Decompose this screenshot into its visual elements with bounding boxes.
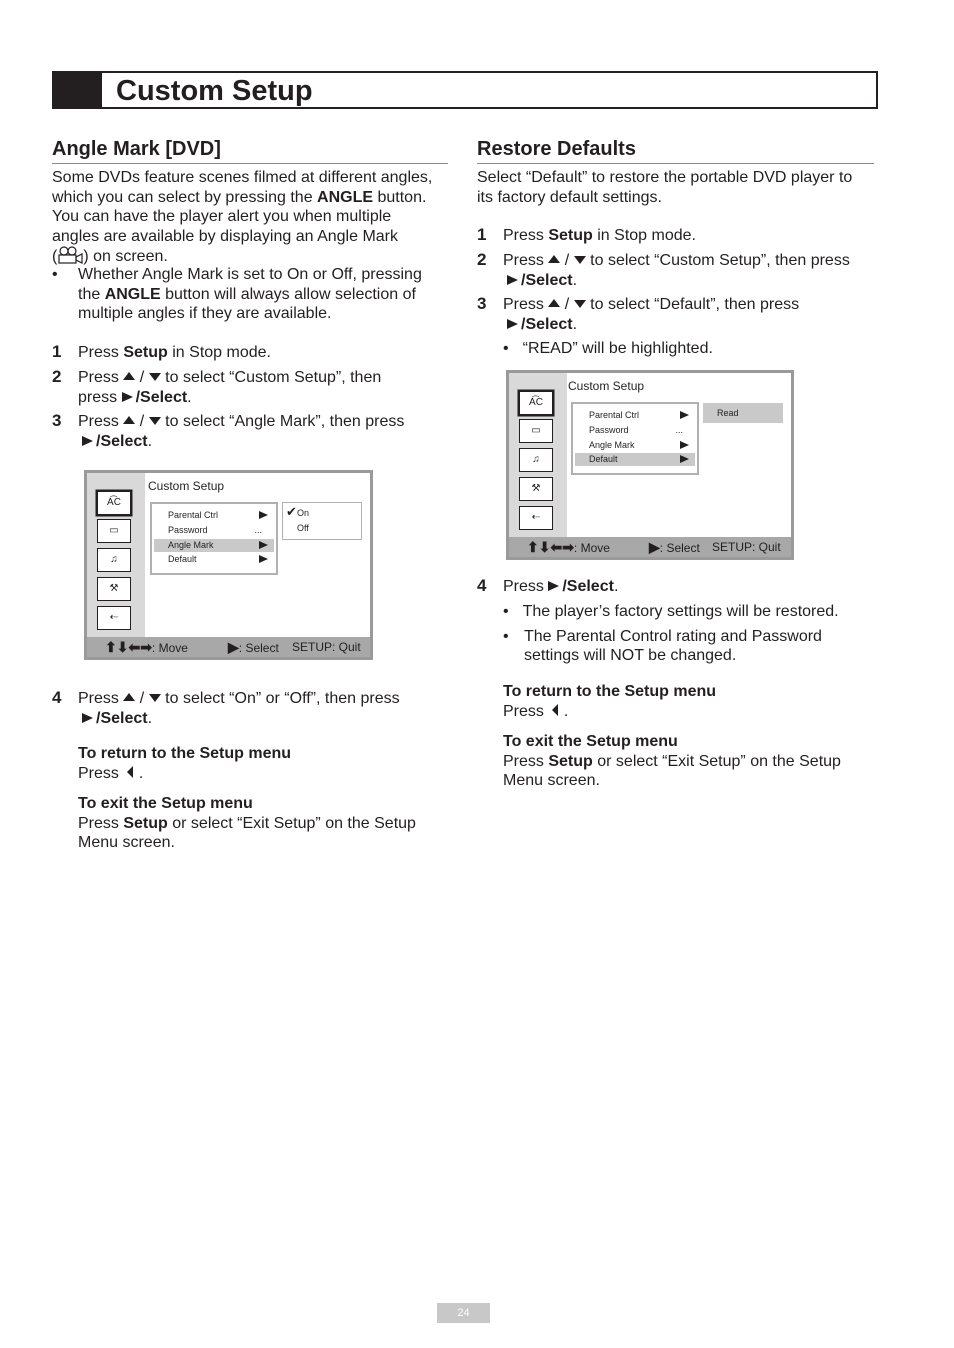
- step-3-bullet: • “READ” will be highlighted.: [503, 340, 713, 357]
- exit-icon: ⇠: [97, 606, 131, 630]
- submenu-arrow-icon: [680, 411, 689, 419]
- audio-icon: ♫: [519, 448, 553, 472]
- step-4-bullets: • The player’s factory settings will be restored. • The Parental Control rating and Password settings will NOT be changed.: [503, 603, 839, 664]
- screen-sidebar: [509, 373, 567, 537]
- return-setup-menu-note: To return to the Setup menu Press .: [503, 683, 717, 720]
- step-2-text: Press / to select “Custom Setup”, then press /Select.: [78, 369, 382, 406]
- down-arrow-icon: [149, 694, 161, 702]
- menu-item-parental-ctrl[interactable]: Parental Ctrl: [575, 409, 695, 422]
- menu-item-password[interactable]: Password ...: [168, 525, 262, 535]
- audio-icon: ♫: [97, 548, 131, 572]
- intro-line: which you can select by pressing the ANGLE button.: [52, 188, 427, 206]
- custom-setup-icon: ⚒: [97, 577, 131, 601]
- step-number: 2: [477, 250, 487, 269]
- bullet-dot: •: [52, 266, 58, 283]
- step-1-text: Press Setup in Stop mode.: [503, 227, 696, 244]
- intro-line: ( ) on screen.: [52, 248, 168, 265]
- custom-setup-icon: ⚒: [519, 477, 553, 501]
- option-on[interactable]: On: [297, 508, 310, 518]
- right-arrow-icon: [82, 713, 93, 723]
- up-arrow-icon: [123, 693, 135, 701]
- restore-defaults-intro: Select “Default” to restore the portable DVD player to its factory default settings.: [477, 169, 853, 206]
- step-2-text: Press / to select “Custom Setup”, then press /Select.: [503, 252, 850, 289]
- right-arrow-icon: [507, 319, 518, 329]
- menu-item-angle-mark[interactable]: Angle Mark: [154, 539, 274, 552]
- down-arrow-icon: [574, 256, 586, 264]
- step-4-text: Press / to select “On” or “Off”, then press /Select.: [78, 690, 400, 727]
- up-arrow-icon: [548, 299, 560, 307]
- display-icon: ▭: [519, 419, 553, 443]
- intro-line: Some DVDs feature scenes filmed at different angles,: [52, 169, 433, 186]
- exit-icon: ⇠: [519, 506, 553, 530]
- step-number: 2: [52, 367, 62, 386]
- page-title: Custom Setup: [116, 75, 313, 107]
- display-icon: ▭: [97, 519, 131, 543]
- step-number: 1: [52, 342, 62, 361]
- menu-item-parental-ctrl[interactable]: Parental Ctrl: [154, 509, 274, 522]
- return-setup-menu-note: To return to the Setup menu Press .: [78, 745, 292, 782]
- step-1-text: Press Setup in Stop mode.: [78, 344, 271, 361]
- step-4-text: Press /Select.: [503, 578, 619, 595]
- intro-line: angles are available by displaying an Angle Mark: [52, 227, 398, 245]
- step-3-text: Press / to select “Default”, then press /Select.: [503, 296, 800, 333]
- language-icon: A͡C: [97, 491, 131, 515]
- exit-setup-menu-note: To exit the Setup menu Press Setup or select “Exit Setup” on the Setup Menu screen.: [78, 795, 416, 851]
- step-number: 3: [52, 411, 62, 430]
- screen-menu: [571, 402, 699, 475]
- setup-quit-label: SETUP: Quit: [712, 540, 781, 554]
- screen-sidebar: [87, 473, 145, 637]
- exit-setup-menu-note: To exit the Setup menu Press Setup or select “Exit Setup” on the Setup Menu screen.: [503, 733, 841, 789]
- step-number: 4: [52, 688, 62, 707]
- screen-menu: [150, 502, 278, 575]
- step-number: 1: [477, 225, 487, 244]
- restore-defaults-heading: Restore Defaults: [477, 137, 874, 164]
- menu-item-password[interactable]: Password ...: [589, 425, 683, 435]
- right-arrow-icon: [507, 275, 518, 285]
- submenu-arrow-icon: [259, 511, 268, 519]
- custom-setup-screen-angle: [84, 470, 373, 660]
- angle-mark-intro: [52, 168, 452, 267]
- option-off[interactable]: Off: [297, 523, 309, 533]
- select-arrow-icon: ▶: [228, 639, 239, 655]
- read-button[interactable]: Read: [703, 403, 783, 423]
- down-arrow-icon: [149, 417, 161, 425]
- page-header: [52, 71, 878, 109]
- screen-title: Custom Setup: [148, 479, 225, 493]
- down-arrow-icon: [149, 373, 161, 381]
- angle-mark-icon: [57, 246, 83, 264]
- angle-options: [282, 502, 362, 540]
- step-number: 3: [477, 294, 487, 313]
- language-icon: A͡C: [519, 391, 553, 415]
- right-arrow-icon: [122, 392, 133, 402]
- check-icon: ✔: [286, 504, 297, 519]
- angle-mark-bullet: • Whether Angle Mark is set to On or Off, pressing the ANGLE button will always allow selection of multiple angles if they are available.: [52, 266, 422, 322]
- menu-item-default[interactable]: Default: [575, 453, 695, 466]
- right-arrow-icon: [82, 436, 93, 446]
- screen-title: Custom Setup: [568, 379, 645, 393]
- submenu-arrow-icon: [259, 541, 268, 549]
- menu-item-default[interactable]: Default: [154, 553, 274, 566]
- select-arrow-icon: ▶: [649, 539, 660, 555]
- custom-setup-screen-default: [506, 370, 794, 560]
- intro-line: You can have the player alert you when multiple: [52, 208, 392, 225]
- menu-item-angle-mark[interactable]: Angle Mark: [575, 439, 695, 452]
- screen-footer: ⬆⬇⬅➡: Move ▶: Select SETUP: Quit: [87, 637, 370, 657]
- angle-mark-heading: Angle Mark [DVD]: [52, 137, 448, 164]
- submenu-arrow-icon: [680, 441, 689, 449]
- up-arrow-icon: [548, 255, 560, 263]
- up-arrow-icon: [123, 416, 135, 424]
- screen-footer: ⬆⬇⬅➡: Move ▶: Select SETUP: Quit: [509, 537, 791, 557]
- submenu-arrow-icon: [259, 555, 268, 563]
- left-arrow-icon: [127, 766, 133, 778]
- down-arrow-icon: [574, 300, 586, 308]
- nav-arrows-icon: ⬆⬇⬅➡: [105, 639, 152, 655]
- left-arrow-icon: [552, 704, 558, 716]
- page-number: 24: [437, 1303, 490, 1323]
- step-3-text: Press / to select “Angle Mark”, then press /Select.: [78, 413, 405, 450]
- up-arrow-icon: [123, 372, 135, 380]
- nav-arrows-icon: ⬆⬇⬅➡: [527, 539, 574, 555]
- setup-quit-label: SETUP: Quit: [292, 640, 361, 654]
- header-block: [54, 73, 102, 107]
- right-arrow-icon: [548, 581, 559, 591]
- step-number: 4: [477, 576, 487, 595]
- submenu-arrow-icon: [680, 455, 689, 463]
